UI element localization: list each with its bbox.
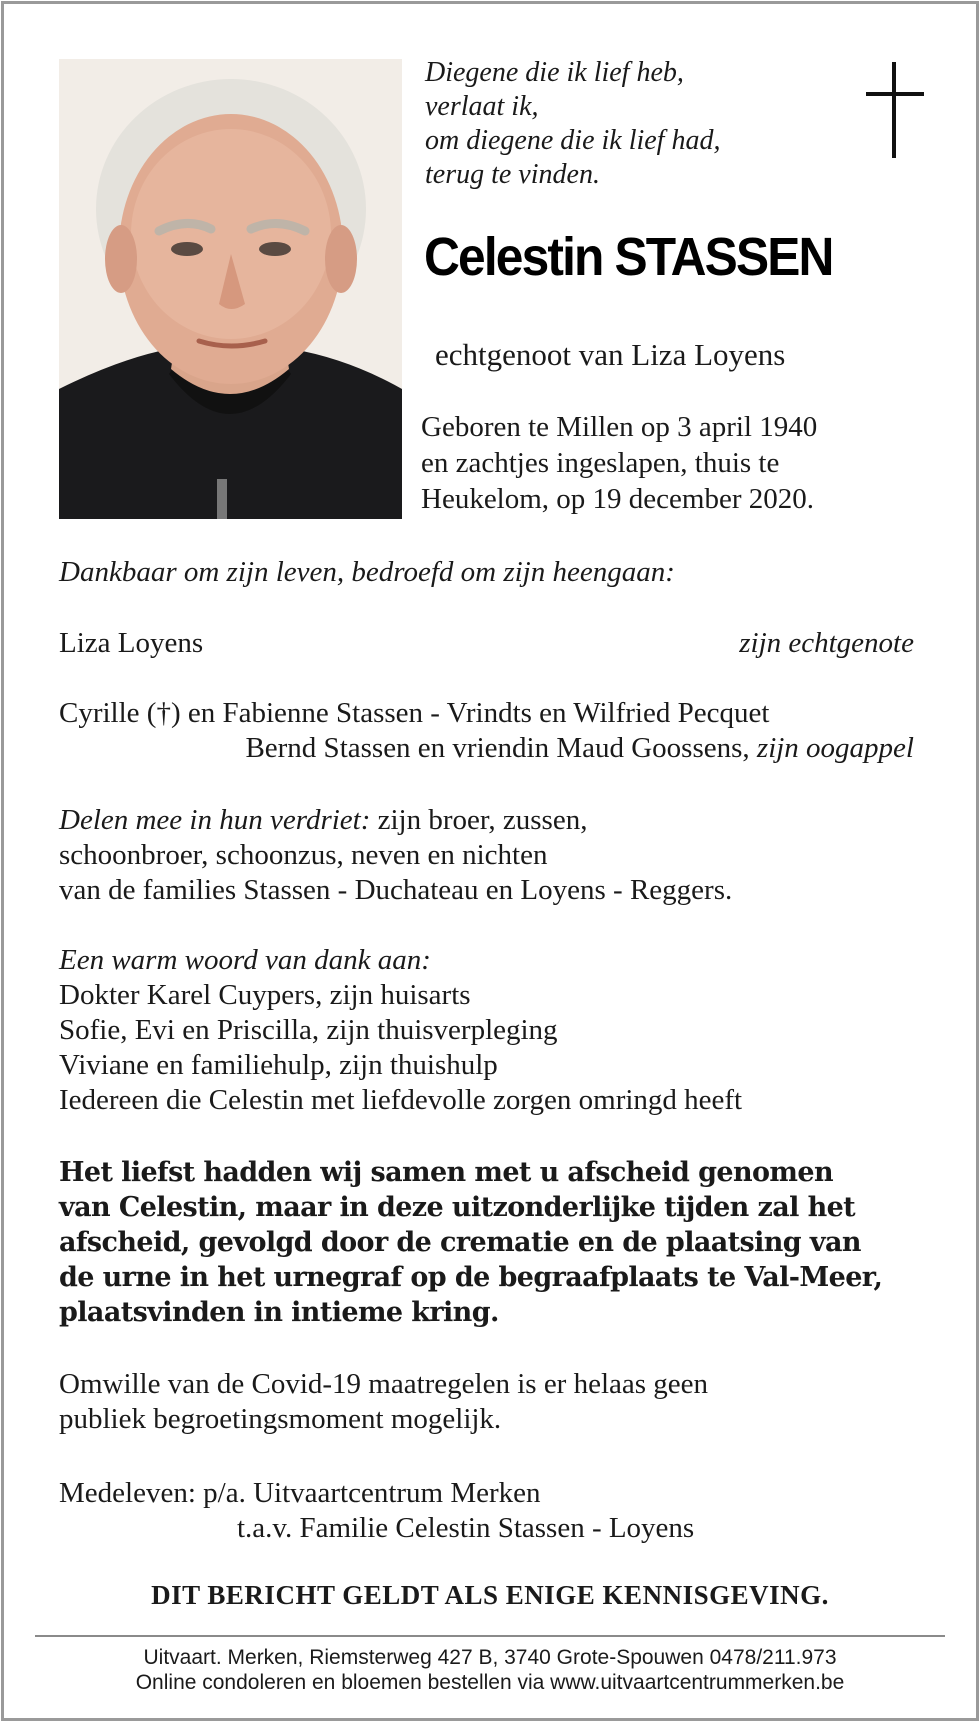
farewell-line: van Celestin, maar in deze uitzonderlijke tijden zal het: [59, 1192, 856, 1223]
condolences-attention: t.a.v. Familie Celestin Stassen - Loyens: [237, 1512, 695, 1544]
birth-line: Geboren te Millen op 3 april 1940: [421, 411, 818, 443]
thanks-block: [59, 943, 742, 1118]
poem-line: Diegene die ik lief heb,: [425, 57, 684, 88]
farewell-line: plaatsvinden in intieme kring.: [59, 1297, 499, 1328]
portrait-photo: [59, 59, 402, 519]
thanks-line: Viviane en familiehulp, zijn thuishulp: [59, 1049, 498, 1081]
notice-line: DIT BERICHT GELDT ALS ENIGE KENNISGEVING.: [151, 1580, 829, 1610]
children-line: Cyrille (†) en Fabienne Stassen - Vrindts en Wilfried Pecquet: [59, 697, 770, 729]
grandchild-name: Bernd Stassen en vriendin Maud Goossens,: [245, 732, 750, 764]
thanks-line: Sofie, Evi en Priscilla, zijn thuisverpleging: [59, 1014, 558, 1046]
poem-line: terug te vinden.: [425, 159, 600, 190]
footer-website: Online condoleren en bloemen bestellen via www.uitvaartcentrummerken.be: [135, 1671, 845, 1694]
sharing-line: van de families Stassen - Duchateau en Loyens - Reggers.: [59, 874, 733, 906]
poem: [425, 56, 720, 192]
farewell-block: [59, 1155, 882, 1330]
farewell-line: Het liefst hadden wij samen met u afscheid genomen: [59, 1157, 833, 1188]
birth-line: en zachtjes ingeslapen, thuis te: [421, 447, 780, 479]
sharing-line: schoonbroer, schoonzus, neven en nichten: [59, 839, 548, 871]
thanks-label: Een warm woord van dank aan:: [59, 944, 431, 976]
condolences-address: Medeleven: p/a. Uitvaartcentrum Merken: [59, 1477, 541, 1509]
cross-icon: [866, 62, 924, 158]
portrait-image: [59, 59, 402, 519]
farewell-line: de urne in het urnegraf op de begraafplaats te Val-Meer,: [59, 1262, 883, 1293]
thanks-line: Iedereen die Celestin met liefdevolle zorgen omringd heeft: [59, 1084, 743, 1116]
farewell-line: afscheid, gevolgd door de crematie en de plaatsing van: [59, 1227, 861, 1258]
birth-details: [421, 409, 817, 517]
grandchild-line: [245, 731, 914, 766]
covid-line: Omwille van de Covid-19 maatregelen is er helaas geen: [59, 1368, 709, 1400]
poem-line: om diegene die ik lief had,: [425, 125, 721, 156]
thanks-line: Dokter Karel Cuypers, zijn huisarts: [59, 979, 471, 1011]
grandchild-role: zijn oogappel: [756, 732, 914, 764]
spouse-line: echtgenoot van Liza Loyens: [435, 337, 786, 372]
sharing-label: Delen mee in hun verdriet:: [59, 804, 371, 836]
sharing-line: zijn broer, zussen,: [377, 804, 588, 836]
widow-name: Liza Loyens: [59, 627, 204, 659]
deceased-name: Celestin STASSEN: [424, 227, 833, 287]
footer-address: Uitvaart. Merken, Riemsterweg 427 B, 3740 Grote-Spouwen 0478/211.973: [143, 1646, 837, 1669]
covid-line: publiek begroetingsmoment mogelijk.: [59, 1403, 502, 1435]
widow-role: zijn echtgenote: [739, 627, 914, 659]
divider: [35, 1635, 945, 1637]
birth-line: Heukelom, op 19 december 2020.: [421, 483, 815, 515]
intro-line: Dankbaar om zijn leven, bedroefd om zijn heengaan:: [59, 556, 675, 588]
sharing-block: [59, 803, 732, 908]
covid-block: [59, 1367, 708, 1437]
poem-line: verlaat ik,: [425, 91, 539, 122]
